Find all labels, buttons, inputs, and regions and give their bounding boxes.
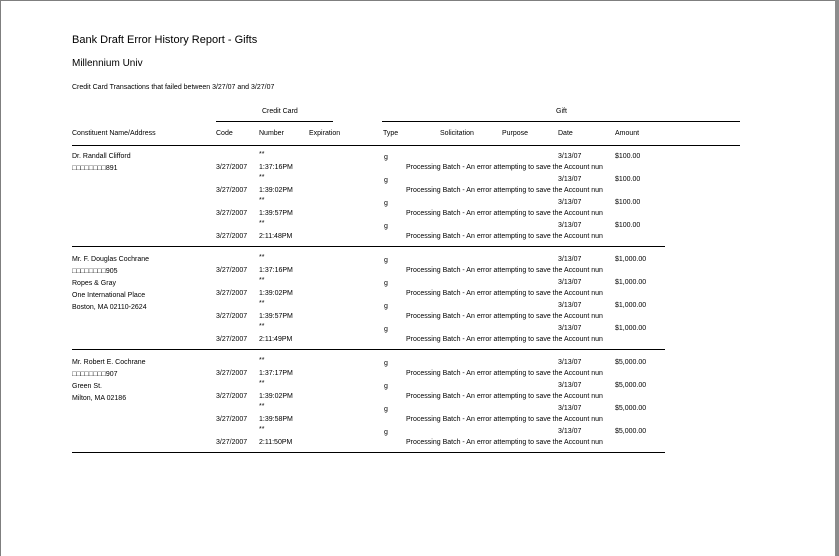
error-message: Processing Batch - An error attempting to save the Account nun — [406, 210, 603, 217]
gift-amount: $5,000.00 — [615, 359, 647, 366]
organization-name: Millennium Univ — [72, 58, 143, 69]
constituent-name: Mr. F. Douglas Cochrane — [72, 256, 150, 263]
gift-amount: $5,000.00 — [615, 405, 647, 412]
gift-date: 3/13/07 — [558, 405, 582, 412]
credit-card-group-rule — [216, 121, 333, 122]
gift-type: g — [384, 177, 388, 184]
error-time: 1:39:02PM — [259, 393, 293, 400]
error-time: 2:11:50PM — [259, 439, 293, 446]
col-expiration: Expiration — [309, 130, 341, 137]
error-date: 3/27/2007 — [216, 290, 248, 297]
gift-date: 3/13/07 — [558, 382, 582, 389]
constituent-address-line: □□□□□□□□905 — [72, 268, 118, 275]
constituent-name: Dr. Randall Clifford — [72, 153, 131, 160]
gift-amount: $100.00 — [615, 199, 641, 206]
constituent-address-line: Green St. — [72, 383, 102, 390]
error-time: 1:39:02PM — [259, 290, 293, 297]
gift-type: g — [384, 257, 388, 264]
gift-amount: $100.00 — [615, 176, 641, 183]
error-message: Processing Batch - An error attempting to save the Account nun — [406, 393, 603, 400]
gift-date: 3/13/07 — [558, 302, 582, 309]
gift-date: 3/13/07 — [558, 359, 582, 366]
col-solicitation: Solicitation — [440, 130, 474, 137]
constituent-address-line: Ropes & Gray — [72, 280, 116, 287]
gift-type: g — [384, 406, 388, 413]
card-number: ** — [259, 357, 265, 364]
col-code: Code — [216, 130, 233, 137]
gift-type: g — [384, 280, 388, 287]
card-number: ** — [259, 174, 265, 181]
error-time: 1:37:17PM — [259, 370, 293, 377]
constituent-name: Mr. Robert E. Cochrane — [72, 359, 146, 366]
credit-card-group-header: Credit Card — [262, 108, 298, 115]
error-message: Processing Batch - An error attempting to save the Account nun — [406, 313, 603, 320]
col-purpose: Purpose — [502, 130, 529, 137]
card-number: ** — [259, 323, 265, 330]
constituent-address-line: □□□□□□□□907 — [72, 371, 118, 378]
group-rule — [72, 246, 665, 247]
header-rule — [72, 145, 740, 146]
gift-amount: $1,000.00 — [615, 302, 647, 309]
error-time: 1:39:02PM — [259, 187, 293, 194]
group-rule — [72, 349, 665, 350]
error-message: Processing Batch - An error attempting to save the Account nun — [406, 416, 603, 423]
gift-amount: $5,000.00 — [615, 428, 647, 435]
error-date: 3/27/2007 — [216, 164, 248, 171]
gift-group-rule — [382, 121, 740, 122]
error-message: Processing Batch - An error attempting to save the Account nun — [406, 233, 603, 240]
group-rule — [72, 452, 665, 453]
col-number: Number — [259, 130, 284, 137]
error-date: 3/27/2007 — [216, 187, 248, 194]
error-time: 2:11:48PM — [259, 233, 293, 240]
gift-date: 3/13/07 — [558, 279, 582, 286]
gift-date: 3/13/07 — [558, 176, 582, 183]
error-time: 1:37:16PM — [259, 164, 293, 171]
report-subtitle: Credit Card Transactions that failed between 3/27/07 and 3/27/07 — [72, 84, 275, 91]
report-title: Bank Draft Error History Report - Gifts — [72, 34, 258, 46]
error-message: Processing Batch - An error attempting to save the Account nun — [406, 187, 603, 194]
gift-amount: $1,000.00 — [615, 256, 647, 263]
gift-amount: $1,000.00 — [615, 279, 647, 286]
error-date: 3/27/2007 — [216, 210, 248, 217]
card-number: ** — [259, 220, 265, 227]
gift-amount: $100.00 — [615, 153, 641, 160]
gift-date: 3/13/07 — [558, 222, 582, 229]
gift-type: g — [384, 223, 388, 230]
gift-type: g — [384, 154, 388, 161]
error-message: Processing Batch - An error attempting to save the Account nun — [406, 336, 603, 343]
gift-date: 3/13/07 — [558, 256, 582, 263]
error-time: 1:39:57PM — [259, 210, 293, 217]
page-shadow — [835, 0, 839, 556]
constituent-address-line: Milton, MA 02186 — [72, 395, 127, 402]
error-date: 3/27/2007 — [216, 313, 248, 320]
error-date: 3/27/2007 — [216, 267, 248, 274]
error-message: Processing Batch - An error attempting to save the Account nun — [406, 370, 603, 377]
col-amount: Amount — [615, 130, 640, 137]
card-number: ** — [259, 403, 265, 410]
card-number: ** — [259, 197, 265, 204]
gift-date: 3/13/07 — [558, 199, 582, 206]
error-time: 2:11:49PM — [259, 336, 293, 343]
error-time: 1:39:57PM — [259, 313, 293, 320]
gift-type: g — [384, 326, 388, 333]
constituent-address-line: One International Place — [72, 292, 146, 299]
card-number: ** — [259, 277, 265, 284]
gift-group-header: Gift — [556, 108, 567, 115]
error-message: Processing Batch - An error attempting to save the Account nun — [406, 290, 603, 297]
error-date: 3/27/2007 — [216, 416, 248, 423]
gift-type: g — [384, 303, 388, 310]
error-date: 3/27/2007 — [216, 370, 248, 377]
gift-amount: $100.00 — [615, 222, 641, 229]
gift-type: g — [384, 383, 388, 390]
error-date: 3/27/2007 — [216, 336, 248, 343]
gift-date: 3/13/07 — [558, 428, 582, 435]
card-number: ** — [259, 151, 265, 158]
gift-type: g — [384, 429, 388, 436]
col-constituent: Constituent Name/Address — [72, 130, 156, 137]
error-date: 3/27/2007 — [216, 233, 248, 240]
error-message: Processing Batch - An error attempting to save the Account nun — [406, 439, 603, 446]
col-date: Date — [558, 130, 573, 137]
card-number: ** — [259, 426, 265, 433]
error-date: 3/27/2007 — [216, 393, 248, 400]
card-number: ** — [259, 254, 265, 261]
gift-type: g — [384, 360, 388, 367]
error-message: Processing Batch - An error attempting to save the Account nun — [406, 267, 603, 274]
constituent-address-line: Boston, MA 02110-2624 — [72, 304, 147, 311]
gift-amount: $1,000.00 — [615, 325, 647, 332]
col-type: Type — [383, 130, 399, 137]
card-number: ** — [259, 300, 265, 307]
error-date: 3/27/2007 — [216, 439, 248, 446]
error-time: 1:39:58PM — [259, 416, 293, 423]
gift-type: g — [384, 200, 388, 207]
constituent-address-line: □□□□□□□□891 — [72, 165, 118, 172]
error-message: Processing Batch - An error attempting to save the Account nun — [406, 164, 603, 171]
card-number: ** — [259, 380, 265, 387]
gift-date: 3/13/07 — [558, 325, 582, 332]
gift-date: 3/13/07 — [558, 153, 582, 160]
gift-amount: $5,000.00 — [615, 382, 647, 389]
error-time: 1:37:16PM — [259, 267, 293, 274]
